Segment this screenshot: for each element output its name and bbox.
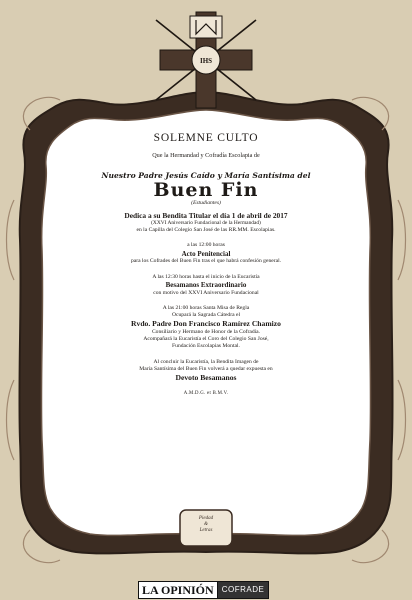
mass-block (62, 305, 350, 351)
event-penitential (62, 242, 350, 265)
amdg-line: A.M.D.G. et B.M.V. (183, 390, 229, 396)
brand-logo (138, 582, 269, 598)
preacher-name: Rvdo. Padre Don Francisco Ramírez Chamizo (131, 319, 281, 329)
event-besamanos (62, 274, 350, 297)
motto-line-1: Piedad (198, 516, 214, 521)
anniversary-note: (XXVI Aniversario Fundacional de la Hermandad) (151, 220, 261, 226)
event-detail: para los Cofrades del Buen Fin tras el que habrá confesión general. (130, 258, 282, 265)
closing-title: Devoto Besamanos (175, 373, 237, 383)
brotherhood-line: Nuestro Padre Jesús Caído y María Santísima del (101, 171, 311, 180)
motto-line-3: Letras (199, 528, 213, 533)
closing-line-2: María Santísima del Buen Fin volverá a quedar expuesta en (139, 365, 273, 372)
music-line-1: Acompañará la Eucaristía el Coro del Colegio San José, (143, 336, 269, 343)
dedication-line: Dedica a su Bendita Titular el día 1 de abril de 2017 (124, 211, 288, 220)
mass-time: A las 21:00 horas Santa Misa de Regla (162, 304, 250, 311)
closing-line-1: Al concluir la Eucaristía, la Bendita Imagen de (153, 358, 259, 365)
brand-tag: COFRADE (218, 581, 270, 599)
main-heading: SOLEMNE CULTO (153, 132, 259, 144)
event-time: A las 12:30 horas hasta el inicio de la Eucaristía (152, 273, 260, 280)
event-title: Besamanos Extraordinario (165, 280, 247, 289)
intro-line: Que la Hermandad y Cofradía Escolapia de (152, 152, 260, 159)
event-title: Acto Penitencial (181, 249, 231, 258)
music-line-2: Fundación Escolapias Montal. (172, 343, 240, 350)
emblem-label: IHS (199, 57, 213, 65)
brotherhood-name: Buen Fin (153, 179, 259, 201)
motto-line-2: & (204, 522, 208, 527)
brand-name: LA OPINIÓN (138, 581, 218, 599)
brotherhood-sub: (Estudiantes) (191, 200, 221, 206)
event-time: a las 12:00 horas (187, 242, 225, 249)
preacher-role: Consiliario y Hermano de Honor de la Cofradía. (151, 328, 261, 335)
motto (186, 516, 226, 534)
event-detail: con motivo del XXVI Aniversario Fundacional (153, 289, 259, 296)
closing-block (62, 359, 350, 383)
location-line: en la Capilla del Colegio San José de las RR.MM. Escolapias. (136, 227, 276, 234)
invitation-text (62, 128, 350, 396)
preacher-intro: Ocupará la Sagrada Cátedra el (171, 312, 241, 319)
